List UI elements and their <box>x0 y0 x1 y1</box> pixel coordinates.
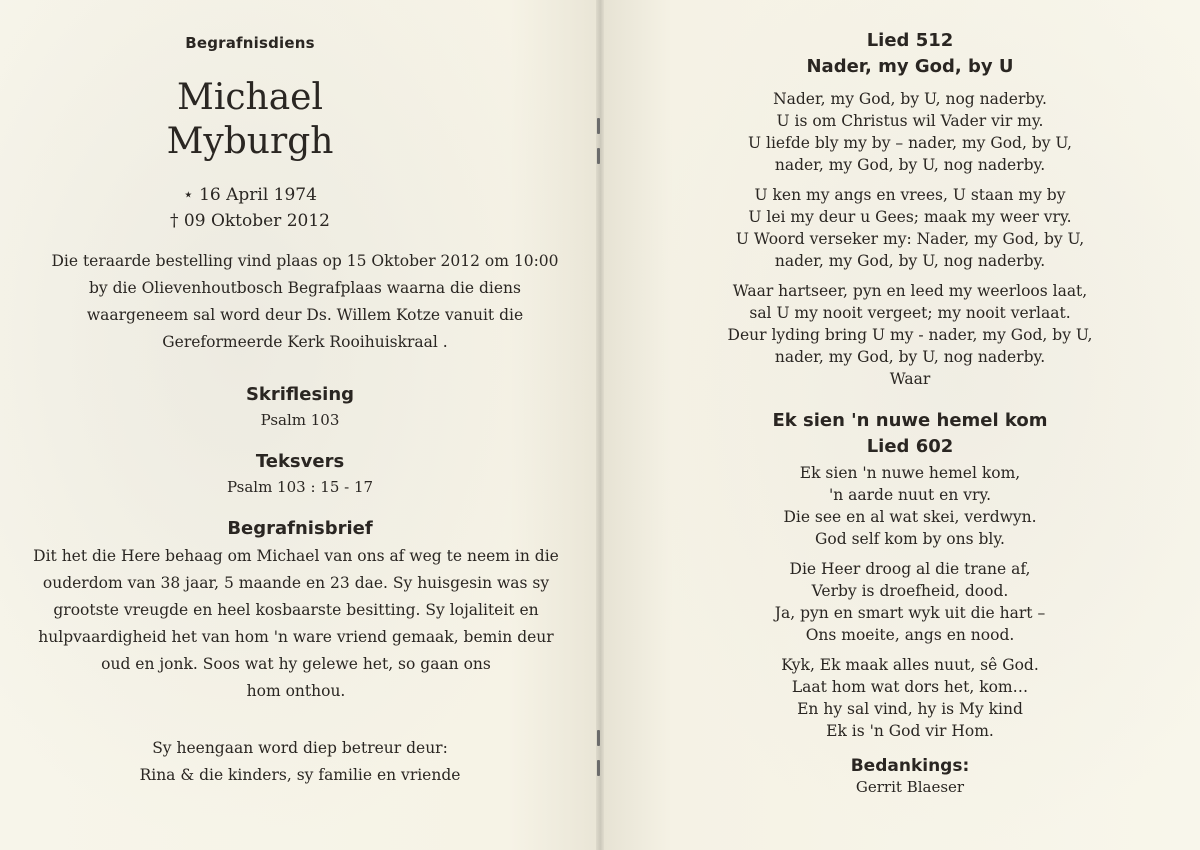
verse-line: Die Heer droog al die trane af, <box>789 560 1031 578</box>
hymn2-verse <box>620 558 1200 646</box>
verse-line: 'n aarde nuut en vry. <box>828 486 992 504</box>
last-name: Myburgh <box>166 121 334 162</box>
mourners <box>0 735 600 789</box>
text-ref: Psalm 103 : 15 - 17 <box>226 478 374 496</box>
letter-line: Dit het die Here behaag om Michael van ons af weg te neem in die <box>33 547 559 565</box>
verse-line: Kyk, Ek maak alles nuut, sê God. <box>781 656 1039 674</box>
verse-line: Ons moeite, angs en nood. <box>805 626 1015 644</box>
life-dates <box>0 182 600 234</box>
staple <box>597 760 600 776</box>
deceased-name <box>0 76 600 164</box>
hymn1-verse <box>620 184 1200 272</box>
burial-line: Gereformeerde Kerk Rooihuiskraal . <box>162 333 448 351</box>
hymn2-number: Lied 602 <box>866 436 954 457</box>
scripture-title: Skriflesing <box>245 384 355 405</box>
mourners-line: Rina & die kinders, sy familie en vriende <box>139 766 461 784</box>
verse-line: nader, my God, by U, nog naderby. <box>774 156 1046 174</box>
right-page <box>600 0 1200 850</box>
letter-line: hom onthou. <box>246 682 346 700</box>
verse-line: nader, my God, by U, nog naderby. <box>774 348 1046 366</box>
staple <box>597 730 600 746</box>
birth-date: ⋆ 16 April 1974 <box>183 185 317 205</box>
burial-details <box>30 248 580 356</box>
verse-line: sal U my nooit vergeet; my nooit verlaat. <box>749 304 1071 322</box>
hymn1-title: Nader, my God, by U <box>806 56 1014 77</box>
letter-line: hulpvaardigheid het van hom 'n ware vriend gemaak, bemin deur <box>38 628 554 646</box>
verse-line: U lei my deur u Gees; maak my weer vry. <box>748 208 1072 226</box>
verse-line: Die see en al wat skei, verdwyn. <box>783 508 1037 526</box>
first-name: Michael <box>176 77 323 118</box>
hymn1-verse <box>620 280 1200 390</box>
hymn2-title: Ek sien 'n nuwe hemel kom <box>772 410 1048 431</box>
scripture-ref: Psalm 103 <box>260 411 340 429</box>
verse-line: En hy sal vind, hy is My kind <box>797 700 1023 718</box>
hymn2-verse <box>620 654 1200 742</box>
mourners-line: Sy heengaan word diep betreur deur: <box>152 739 448 757</box>
verse-line: Ek is 'n God vir Hom. <box>826 722 994 740</box>
hymn2-verse <box>620 462 1200 550</box>
thanks-title: Bedankings: <box>850 756 970 776</box>
verse-line: Verby is droefheid, dood. <box>811 582 1009 600</box>
hymn1-number: Lied 512 <box>866 30 954 51</box>
burial-line: by die Olievenhoutbosch Begrafplaas waarna die diens <box>88 279 521 297</box>
staple <box>597 148 600 164</box>
thanks-name: Gerrit Blaeser <box>855 778 965 796</box>
verse-line: Waar <box>889 370 931 388</box>
letter-line: grootste vreugde en heel kosbaarste besitting. Sy lojaliteit en <box>53 601 539 619</box>
service-heading: Begrafnisdiens <box>185 34 315 52</box>
letter-line: ouderdom van 38 jaar, 5 maande en 23 dae. Sy huisgesin was sy <box>42 574 550 592</box>
verse-line: Deur lyding bring U my - nader, my God, by U, <box>727 326 1093 344</box>
death-date: † 09 Oktober 2012 <box>170 211 330 231</box>
verse-line: Waar hartseer, pyn en leed my weerloos laat, <box>732 282 1088 300</box>
letter-title: Begrafnisbrief <box>227 518 373 539</box>
verse-line: God self kom by ons bly. <box>815 530 1005 548</box>
verse-line: U is om Christus wil Vader vir my. <box>776 112 1044 130</box>
verse-line: nader, my God, by U, nog naderby. <box>774 252 1046 270</box>
staple <box>597 118 600 134</box>
funeral-letter <box>20 543 572 705</box>
verse-line: U liefde bly my by – nader, my God, by U, <box>748 134 1072 152</box>
verse-line: U ken my angs en vrees, U staan my by <box>754 186 1066 204</box>
text-title: Teksvers <box>255 451 345 472</box>
hymn1-verse <box>620 88 1200 176</box>
burial-line: waargeneem sal word deur Ds. Willem Kotze vanuit die <box>86 306 524 324</box>
letter-line: oud en jonk. Soos wat hy gelewe het, so gaan ons <box>101 655 491 673</box>
verse-line: Laat hom wat dors het, kom… <box>791 678 1029 696</box>
verse-line: Ja, pyn en smart wyk uit die hart – <box>774 604 1046 622</box>
verse-line: U Woord verseker my: Nader, my God, by U, <box>735 230 1085 248</box>
burial-line: Die teraarde bestelling vind plaas op 15 Oktober 2012 om 10:00 <box>51 252 559 270</box>
verse-line: Nader, my God, by U, nog naderby. <box>773 90 1047 108</box>
verse-line: Ek sien 'n nuwe hemel kom, <box>799 464 1021 482</box>
